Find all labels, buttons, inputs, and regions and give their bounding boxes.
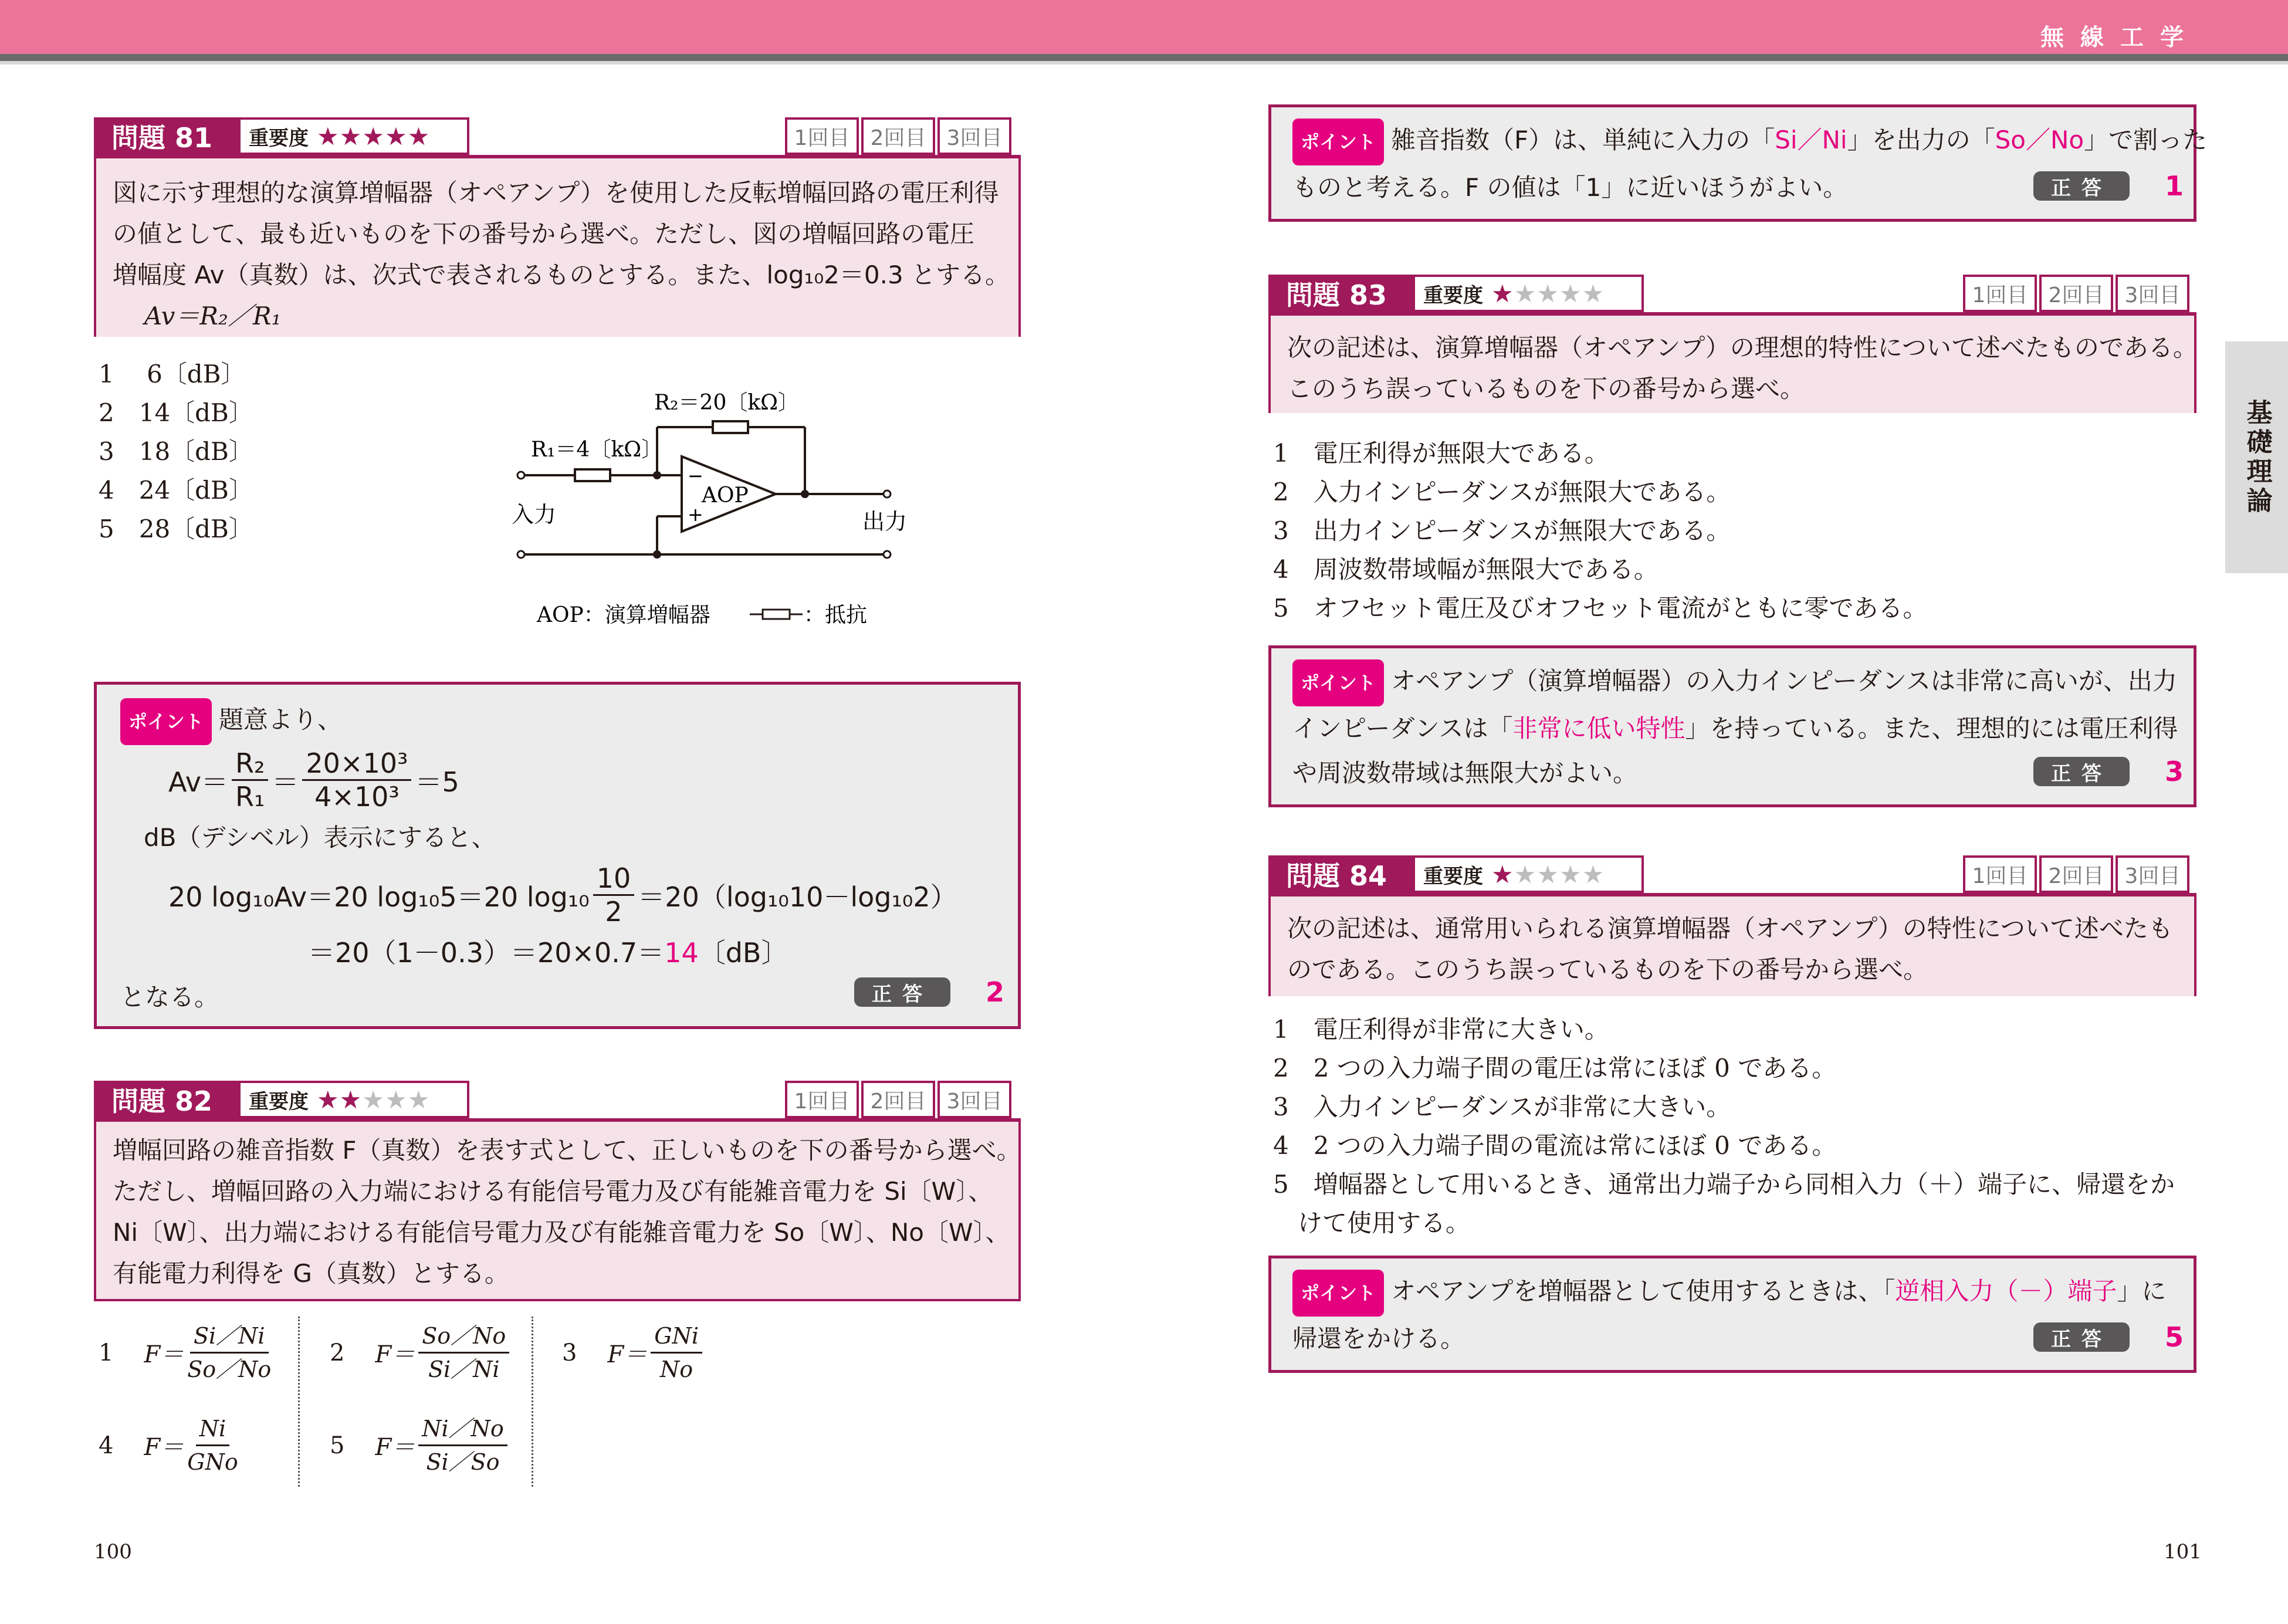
legend-resistor-icon [763,610,790,619]
q84-point-1a: オペアンプを増幅器として使用するときは、「 [1391,1277,1896,1305]
round-2-box: 2回目 [2039,275,2113,312]
answer-badge: 正答 [2033,757,2130,786]
q81-option-2: 2 14〔dB〕 [99,398,253,427]
star-empty-icon: ★ [1582,279,1605,308]
eq-five: ＝5 [415,766,459,798]
q82-divider-1 [298,1317,300,1487]
q81-point-calc2 [97,931,1018,975]
q81-text-2: の値として、最も近いものを下の番号から選べ。ただし、図の増幅回路の電圧 [113,219,975,248]
q83-point-highlight: 非常に低い特性 [1512,713,1685,743]
calc2-highlight: 14 [664,936,699,969]
q81-question [94,155,1021,337]
q81-formula: Av＝R₂／R₁ [144,302,282,330]
round-1-box: 1回目 [1963,855,2037,893]
round-1-box: 1回目 [785,1081,859,1118]
q83-rounds [1963,275,2189,312]
header-bar [0,0,2288,54]
page-number-right: 101 [2164,1540,2202,1564]
opt-num: 3 [562,1339,577,1366]
q82-importance [241,1081,469,1118]
q82-rounds [785,1081,1011,1118]
q81-answer-number: 2 [986,976,1005,1008]
q82-text-2: ただし、増幅回路の入力端における有能信号電力及び有能雑音電力を Si〔W〕、 [113,1177,993,1206]
q84-question [1268,893,2196,996]
star-empty-icon: ★ [407,1085,431,1114]
star-filled-icon: ★ [1491,279,1514,308]
q82-point-1a: 雑音指数（F）は、単純に入力の「 [1391,126,1775,154]
opt-denominator: So／No [187,1356,272,1382]
star-filled-icon: ★ [339,121,363,151]
q84-option-5-cont: けて使用する。 [1273,1209,1471,1237]
q84-options [1273,1010,2175,1243]
q84-option-2: 2 2 つの入力端子間の電圧は常にほぼ 0 である。 [1273,1054,1837,1082]
opt-numerator: So／No [418,1320,509,1354]
q82-answer [2033,170,2184,202]
q84-text-1: 次の記述は、通常用いられる演算増幅器（オペアンプ）の特性について述べたも [1287,914,2173,943]
round-1-box: 1回目 [1963,275,2037,312]
frac-num: 20×10³ [302,747,411,781]
star-filled-icon: ★ [384,121,408,151]
opt-denominator: No [660,1356,693,1382]
importance-label: 重要度 [249,1090,309,1114]
q82-point-2: ものと考える。F の値は「1」に近いほうがよい。 [1292,172,1848,202]
star-filled-icon: ★ [407,121,431,151]
q81-title: 問題 81 [94,117,241,155]
q82-point-1c: 」で割った [2084,126,2208,154]
star-filled-icon: ★ [317,1085,340,1114]
q83-point-2a: インピーダンスは「 [1292,713,1513,743]
q81-option-4: 4 24〔dB〕 [99,476,253,505]
importance-label: 重要度 [1423,864,1483,888]
side-tab-label: 基礎理論 [2242,398,2272,516]
calc1-den: 2 [605,896,622,928]
q83-point-3: や周波数帯域は無限大がよい。 [1292,758,1638,787]
q82-option-1 [99,1320,275,1385]
q82-option-4 [99,1413,242,1478]
q81-point-calc1 [97,860,1018,931]
q82-text-4: 有能電力利得を G（真数）とする。 [113,1259,509,1288]
q81-option-3: 3 18〔dB〕 [99,437,253,466]
aop-label: AOP [702,483,749,508]
point-tag: ポイント [1292,119,1384,165]
q84-point-1b: 」に [2117,1277,2167,1305]
q83-option-5: 5 オフセット電圧及びオフセット電流がともに零である。 [1273,594,1928,622]
q81-options [99,355,253,549]
q81-option-1: 1 6〔dB〕 [99,360,246,388]
r2-label: R₂＝20〔kΩ〕 [654,391,800,415]
q84-option-5: 5 増幅器として用いるとき、通常出力端子から同相入力（＋）端子に、帰還をか [1273,1170,2175,1199]
opt-num: 2 [330,1339,345,1366]
q81-answer [854,976,1004,1008]
r1-label: R₁＝4〔kΩ〕 [531,438,663,462]
q84-option-1: 1 電圧利得が非常に大きい。 [1273,1015,1609,1044]
star-empty-icon: ★ [1514,279,1537,308]
f-label: F＝ [375,1434,415,1461]
round-2-box: 2回目 [861,117,935,155]
q84-answer-number: 5 [2165,1321,2184,1353]
q81-point-end: となる。 [120,982,219,1011]
opt-denominator: GNo [187,1449,238,1475]
q83-stars [1491,279,1605,308]
q83-point-2b: 」を持っている。また、理想的には電圧利得 [1685,713,2178,743]
opt-numerator: Ni [196,1413,229,1446]
q84-option-3: 3 入力インピーダンスが非常に大きい。 [1273,1092,1731,1121]
q82-text-3: Ni〔W〕、出力端における有能信号電力及び有能雑音電力を So〔W〕、No〔W〕、 [113,1218,1010,1247]
minus-sign: − [688,465,703,487]
calc1-b: ＝20（log₁₀10－log₁₀2） [638,881,957,913]
q81-point-db-line: dB（デシベル）表示にすると、 [144,823,496,852]
frac-den: 4×10³ [314,781,400,813]
point-tag: ポイント [120,698,212,745]
calc2-a: ＝20（1－0.3）＝20×0.7＝ [308,936,665,969]
opt-denominator: Si／Ni [428,1356,500,1382]
q83-option-2: 2 入力インピーダンスが無限大である。 [1273,478,1731,506]
round-3-box: 3回目 [2116,855,2189,893]
q81-text-3: 増幅度 Av（真数）は、次式で表されるものとする。また、log₁₀2＝0.3 とする。 [113,260,1010,289]
star-empty-icon: ★ [1559,279,1582,308]
q83-answer-number: 3 [2165,756,2184,787]
q81-circuit-diagram [505,375,950,640]
star-empty-icon: ★ [1514,860,1537,889]
q82-point-highlight-1: Si／Ni [1775,126,1847,154]
star-empty-icon: ★ [1559,860,1582,889]
opt-num: 1 [99,1339,114,1366]
legend-aop: AOP：演算増幅器 [537,603,710,627]
q84-point-highlight: 逆相入力（－）端子 [1895,1277,2117,1305]
q84-text-2: のである。このうち誤っているものを下の番号から選べ。 [1287,955,1928,984]
q83-options [1273,434,1927,628]
q82-stars [317,1085,430,1114]
header-rule-light [0,61,2288,65]
star-empty-icon: ★ [1582,860,1605,889]
q82-point-1b: 」を出力の「 [1847,126,1995,154]
star-filled-icon: ★ [1491,860,1514,889]
q83-option-4: 4 周波数帯域幅が無限大である。 [1273,555,1659,584]
q84-point-box [1268,1256,2196,1373]
q82-title: 問題 82 [94,1081,241,1118]
answer-badge: 正答 [854,977,950,1007]
q83-point-1: オペアンプ（演算増幅器）の入力インピーダンスは非常に高いが、出力 [1391,666,2177,695]
star-filled-icon: ★ [362,121,385,151]
plus-sign: + [688,503,703,526]
q83-importance [1415,275,1644,312]
header-rule [0,54,2288,61]
opt-num: 5 [330,1432,345,1459]
q82-header [94,1081,469,1118]
star-empty-icon: ★ [1536,279,1559,308]
q82-point-box [1268,104,2208,222]
q84-header [1268,855,1644,893]
q82-option-2 [330,1320,513,1385]
q82-point-highlight-2: So／No [1995,126,2084,154]
q84-rounds [1963,855,2189,893]
q81-option-5: 5 28〔dB〕 [99,515,253,543]
opt-numerator: GNi [651,1320,702,1354]
q83-answer [2033,756,2184,787]
frac-r1: R₁ [235,781,265,813]
round-3-box: 3回目 [937,1081,1011,1118]
opt-numerator: Ni／No [418,1413,507,1446]
input-label: 入力 [512,502,557,527]
q84-answer [2033,1321,2184,1353]
round-1-box: 1回目 [785,117,859,155]
point-tag: ポイント [1292,1270,1384,1317]
round-2-box: 2回目 [861,1081,935,1118]
q82-text-1: 増幅回路の雑音指数 F（真数）を表す式として、正しいものを下の番号から選べ。 [113,1136,1021,1165]
q83-option-3: 3 出力インピーダンスが無限大である。 [1273,516,1731,545]
q84-point-2: 帰還をかける。 [1292,1324,1465,1353]
answer-badge: 正答 [2033,171,2130,201]
star-empty-icon: ★ [362,1085,385,1114]
round-3-box: 3回目 [2116,275,2189,312]
q83-title: 問題 83 [1268,275,1415,312]
calc2-b: 〔dB〕 [698,936,788,969]
q82-question-bottom-rule [94,1299,1021,1301]
star-empty-icon: ★ [384,1085,408,1114]
calc1-num: 10 [593,862,635,896]
q83-option-1: 1 電圧利得が無限大である。 [1273,439,1609,468]
q81-header [94,117,469,155]
q81-text-1: 図に示す理想的な演算増幅器（オペアンプ）を使用した反転増幅回路の電圧利得 [113,178,999,207]
q84-stars [1491,860,1605,889]
q82-answer-number: 1 [2165,170,2184,202]
q81-importance [241,117,469,155]
section-title: 無線工学 [2040,24,2200,51]
q81-stars [317,122,430,151]
q83-question [1268,312,2196,413]
q84-importance [1415,855,1644,893]
opt-num: 4 [99,1432,114,1459]
f-label: F＝ [375,1341,415,1368]
star-filled-icon: ★ [339,1085,363,1114]
side-tab [2225,341,2288,573]
q84-title: 問題 84 [1268,855,1415,893]
output-label: 出力 [862,509,908,534]
q82-option-5 [330,1413,511,1478]
q83-text-1: 次の記述は、演算増幅器（オペアンプ）の理想的特性について述べたものである。 [1287,333,2198,362]
q84-option-4: 4 2 つの入力端子間の電流は常にほぼ 0 である。 [1273,1131,1837,1160]
q83-text-2: このうち誤っているものを下の番号から選べ。 [1287,374,1805,403]
q82-question [94,1118,1021,1299]
legend-r: ：抵抗 [804,603,868,627]
q82-option-3 [562,1320,706,1385]
importance-label: 重要度 [1423,283,1483,307]
importance-label: 重要度 [249,126,309,150]
page-number-left: 100 [94,1540,132,1564]
q81-point-intro: 題意より、 [219,705,343,734]
star-filled-icon: ★ [317,121,340,151]
frac-r2: R₂ [232,747,268,781]
calc1-a: 20 log₁₀Av＝20 log₁₀5＝20 log₁₀ [168,881,590,913]
f-label: F＝ [144,1434,184,1461]
opt-numerator: Si／Ni [190,1320,269,1354]
av-lhs: Av＝ [168,766,228,798]
q83-header [1268,275,1644,312]
point-tag: ポイント [1292,659,1384,706]
f-label: F＝ [607,1341,648,1368]
opt-denominator: Si／So [426,1449,500,1475]
q81-rounds [785,117,1011,155]
q81-point-av-formula: Av＝ $\frac{\text{R₂}}{\text{R₁}}$ ＝ $\frac{\text{20×10³}}{\text{4×10³}}$ ＝5 [168,747,459,813]
f-label: F＝ [144,1341,184,1368]
round-3-box: 3回目 [937,117,1011,155]
star-empty-icon: ★ [1536,860,1559,889]
answer-badge: 正答 [2033,1322,2130,1352]
q82-divider-2 [532,1317,533,1487]
round-2-box: 2回目 [2039,855,2113,893]
